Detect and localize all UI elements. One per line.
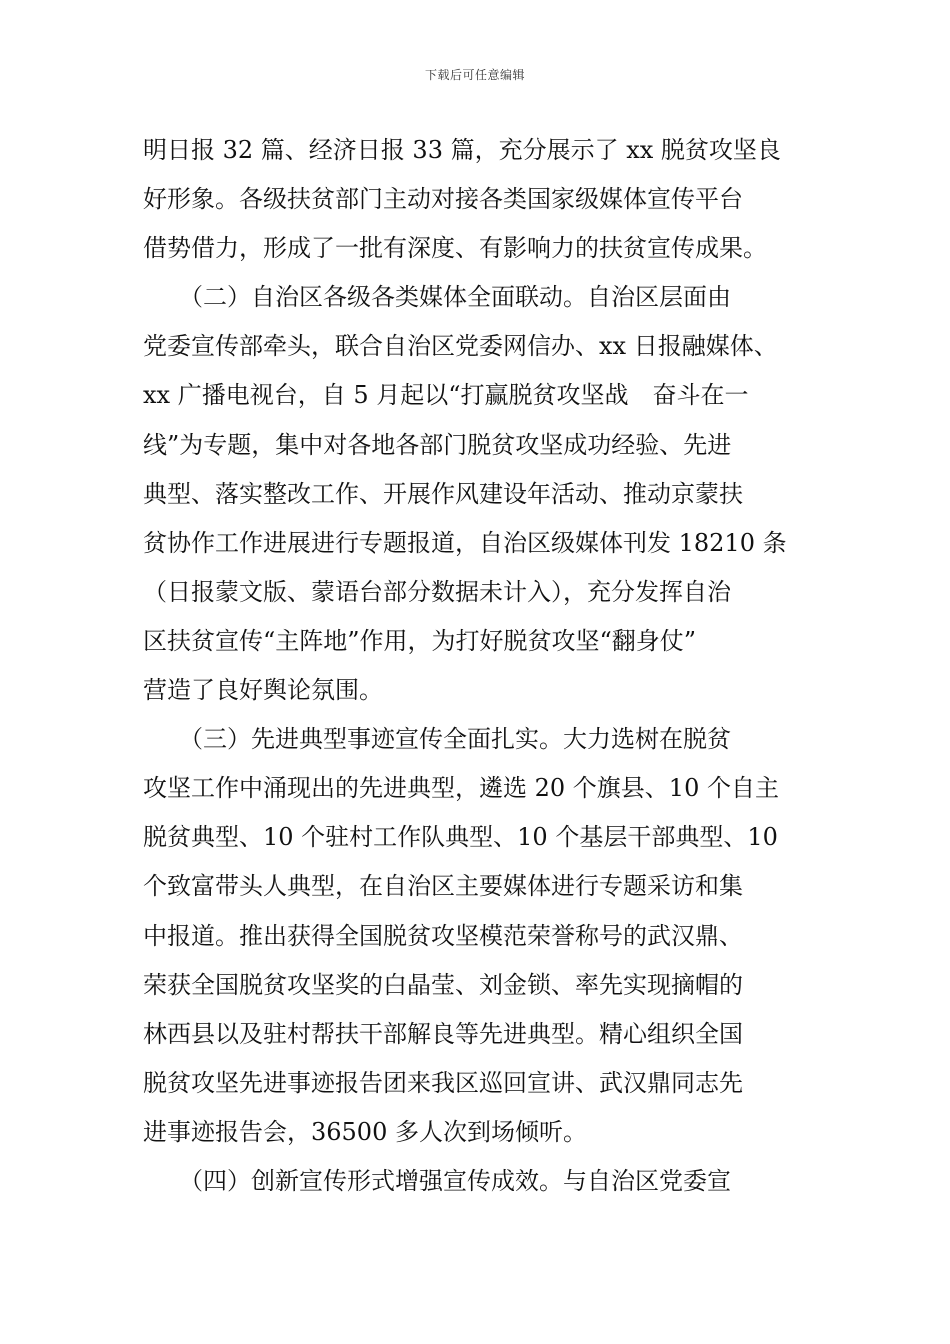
text-line: 攻坚工作中涌现出的先进典型，遴选 20 个旗县、10 个自主 bbox=[143, 774, 779, 803]
text-line: 党委宣传部牵头，联合自治区党委网信办、xx 日报融媒体、 bbox=[143, 332, 778, 361]
text-line: （三）先进典型事迹宣传全面扎实。大力选树在脱贫 bbox=[143, 725, 731, 754]
text-line: 脱贫攻坚先进事迹报告团来我区巡回宣讲、武汉鼎同志先 bbox=[143, 1068, 743, 1097]
text-line: 贫协作工作进展进行专题报道，自治区级媒体刊发 18210 条 bbox=[143, 528, 787, 557]
text-line: 好形象。各级扶贫部门主动对接各类国家级媒体宣传平台 bbox=[143, 185, 743, 214]
text-line: 营造了良好舆论氛围。 bbox=[143, 676, 383, 705]
text-line: （二）自治区各级各类媒体全面联动。自治区层面由 bbox=[143, 283, 731, 312]
text-line: 线”为专题，集中对各地各部门脱贫攻坚成功经验、先进 bbox=[143, 430, 732, 459]
text-line: 荣获全国脱贫攻坚奖的白晶莹、刘金锁、率先实现摘帽的 bbox=[143, 970, 743, 999]
text-line: 脱贫典型、10 个驻村工作队典型、10 个基层干部典型、10 bbox=[143, 823, 778, 852]
page-header: 下载后可任意编辑 bbox=[424, 68, 525, 82]
text-line: 借势借力，形成了一批有深度、有影响力的扶贫宣传成果。 bbox=[143, 234, 767, 263]
text-line: xx 广播电视台，自 5 月起以“打赢脱贫攻坚战 奋斗在一 bbox=[143, 381, 749, 410]
text-line: 中报道。推出获得全国脱贫攻坚模范荣誉称号的武汉鼎、 bbox=[143, 921, 743, 950]
text-line: （四）创新宣传形式增强宣传成效。与自治区党委宣 bbox=[143, 1166, 731, 1195]
text-line: 个致富带头人典型，在自治区主要媒体进行专题采访和集 bbox=[143, 872, 743, 901]
document-body bbox=[143, 126, 833, 1206]
text-line: 林西县以及驻村帮扶干部解良等先进典型。精心组织全国 bbox=[143, 1019, 743, 1048]
text-line: （日报蒙文版、蒙语台部分数据未计入），充分发挥自治 bbox=[143, 577, 731, 606]
text-line: 进事迹报告会，36500 多人次到场倾听。 bbox=[143, 1117, 587, 1146]
text-line: 区扶贫宣传“主阵地”作用，为打好脱贫攻坚“翻身仗” bbox=[143, 626, 697, 655]
text-line: 明日报 32 篇、经济日报 33 篇，充分展示了 xx 脱贫攻坚良 bbox=[143, 136, 781, 164]
text-line: 典型、落实整改工作、开展作风建设年活动、推动京蒙扶 bbox=[143, 479, 743, 508]
